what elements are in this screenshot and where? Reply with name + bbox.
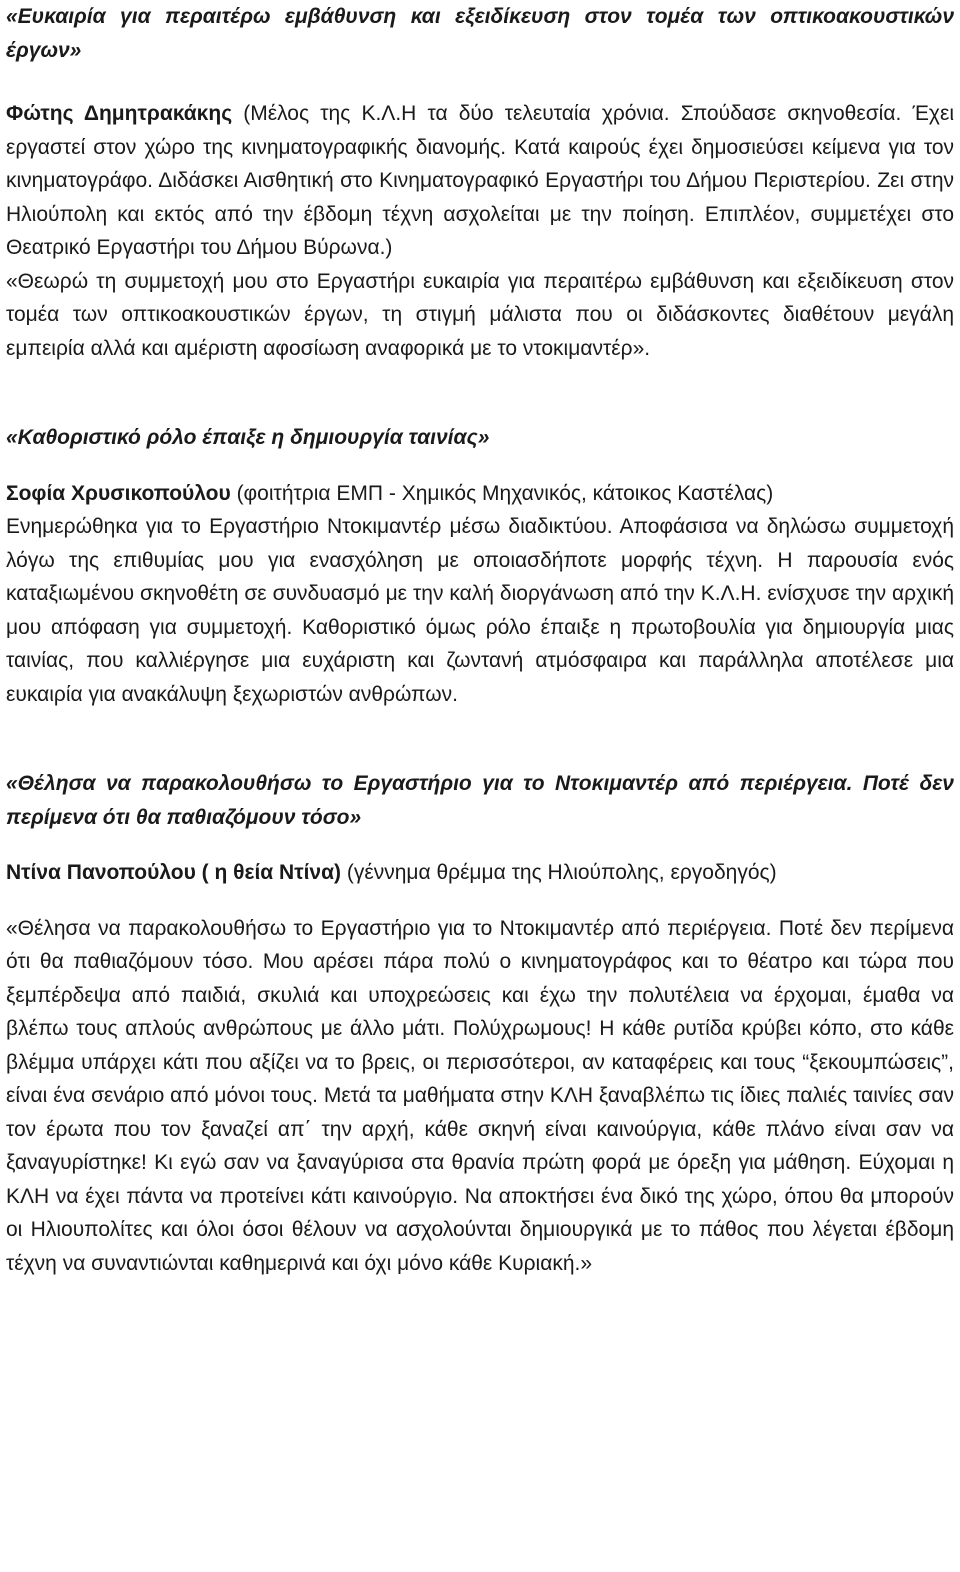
- person-bio-paragraph: [6, 477, 954, 511]
- person-name: Σοφία Χρυσικοπούλου: [6, 481, 231, 505]
- testimonial-quote: Ενημερώθηκα για το Εργαστήριο Ντοκιμαντέρ μέσω διαδικτύου. Αποφάσισα να δηλώσω συμμετοχή λόγω της επιθυμίας μου για ενασχόληση με οποιασδήποτε μορφής τέχνη. Η παρουσία ενός καταξιωμένου σκηνοθέτη σε συνδυασμό με την καλή διοργάνωση από την Κ.Λ.Η. ενίσχυσε την αρχική μου απόφαση για συμμετοχή. Καθοριστικό όμως ρόλο έπαιξε η πρωτοβουλία για δημιουργία μιας ταινίας, που καλλιέργησε μια ευχάριστη και ζωντανή ατμόσφαιρα και παράλληλα αποτέλεσε μια ευκαιρία για ανακάλυψη ξεχωριστών ανθρώπων.: [6, 515, 954, 706]
- testimonial-section-3: [6, 767, 954, 1280]
- testimonial-section-2: [6, 421, 954, 711]
- person-bio-paragraph: [6, 856, 954, 890]
- person-bio-paragraph: [6, 97, 954, 265]
- person-bio: (γέννημα θρέμμα της Ηλιούπολης, εργοδηγός): [341, 861, 777, 884]
- testimonial-quote: «Θεωρώ τη συμμετοχή μου στο Εργαστήρι ευκαιρία για περαιτέρω εμβάθυνση και εξειδίκευση στον τομέα των οπτικοακουστικών έργων, τη στιγμή μάλιστα που οι διδάσκοντες διαθέτουν μεγάλη εμπειρία αλλά και αμέριστη αφοσίωση αναφορικά με το ντοκιμαντέρ».: [6, 269, 954, 360]
- spacer: [6, 890, 954, 912]
- person-bio: (Μέλος της Κ.Λ.Η τα δύο τελευταία χρόνια. Σπούδασε σκηνοθεσία. Έχει εργαστεί στον χώρο της κινηματογραφικής διανομής. Κατά καιρούς έχει δημοσιεύσει κείμενα για τον κινηματογράφο. Διδάσκει Αισθητική στο Κινηματογραφικό Εργαστήρι του Δήμου Περιστερίου. Ζει στην Ηλιούπολη και εκτός από την έβδομη τέχνη ασχολείται με την ποίηση. Επιπλέον, συμμετέχει στο Θεατρικό Εργαστήρι του Δήμου Βύρωνα.): [6, 102, 954, 259]
- spacer: [6, 67, 954, 97]
- person-name: Φώτης Δημητρακάκης: [6, 102, 233, 125]
- section-heading: «Ευκαιρία για περαιτέρω εμβάθυνση και εξειδίκευση στον τομέα των οπτικοακουστικών έργων»: [6, 5, 954, 62]
- spacer: [6, 711, 954, 767]
- section-heading: «Καθοριστικό ρόλο έπαιξε η δημιουργία ταινίας»: [6, 426, 490, 449]
- testimonial-quote: «Θέλησα να παρακολουθήσω το Εργαστήριο για το Ντοκιμαντέρ από περιέργεια. Ποτέ δεν περίμενα ότι θα παθιαζόμουν τόσο. Μου αρέσει πάρα πολύ ο κινηματογράφος και το θέατρο και τώρα που ξεμπέρδεψα από παιδιά, σκυλιά και υποχρεώσεις και έχω την πολυτέλεια να έρχομαι, έμαθα να βλέπω τους απλούς ανθρώπους με άλλο μάτι. Πολύχρωμους! Η κάθε ρυτίδα κρύβει κόπο, στο κάθε βλέμμα υπάρχει κάτι που αξίζει να το βρεις, οι περισσότεροι, αν καταφέρεις και τους “ξεκουμπώσεις”, είναι ένα σενάριο από μόνοι τους. Μετά τα μαθήματα στην ΚΛΗ ξαναβλέπω τις ίδιες παλιές ταινίες σαν τον έρωτα που τον ξαναζεί απ΄ την αρχή, κάθε σκηνή είναι καινούργια, κάθε πλάνο είναι σαν να ξαναγυρίστηκε! Κι εγώ σαν να ξαναγύρισα στα θρανία πρώτη φορά με όρεξη για μάθηση. Εύχομαι η ΚΛΗ να έχει πάντα να προτείνει κάτι καινούργιο. Να αποκτήσει ένα δικό της χώρο, όπου θα μπορούν οι Ηλιουπολίτες και όλοι όσοι θέλουν να ασχολούνται δημιουργικά με το πάθος που λέγεται έβδομη τέχνη να συναντιώνται καθημερινά και όχι μόνο κάθε Κυριακή.»: [6, 916, 954, 1275]
- section-heading: «Θέλησα να παρακολουθήσω το Εργαστήριο για το Ντοκιμαντέρ από περιέργεια. Ποτέ δεν περίμενα ότι θα παθιαζόμουν τόσο»: [6, 772, 954, 829]
- spacer: [6, 455, 954, 477]
- spacer: [6, 834, 954, 856]
- person-bio: (φοιτήτρια ΕΜΠ - Χημικός Μηχανικός, κάτοικος Καστέλας): [230, 481, 774, 505]
- person-name: Ντίνα Πανοπούλου ( η θεία Ντίνα): [6, 861, 341, 884]
- spacer: [6, 365, 954, 421]
- testimonial-section-1: [6, 0, 954, 365]
